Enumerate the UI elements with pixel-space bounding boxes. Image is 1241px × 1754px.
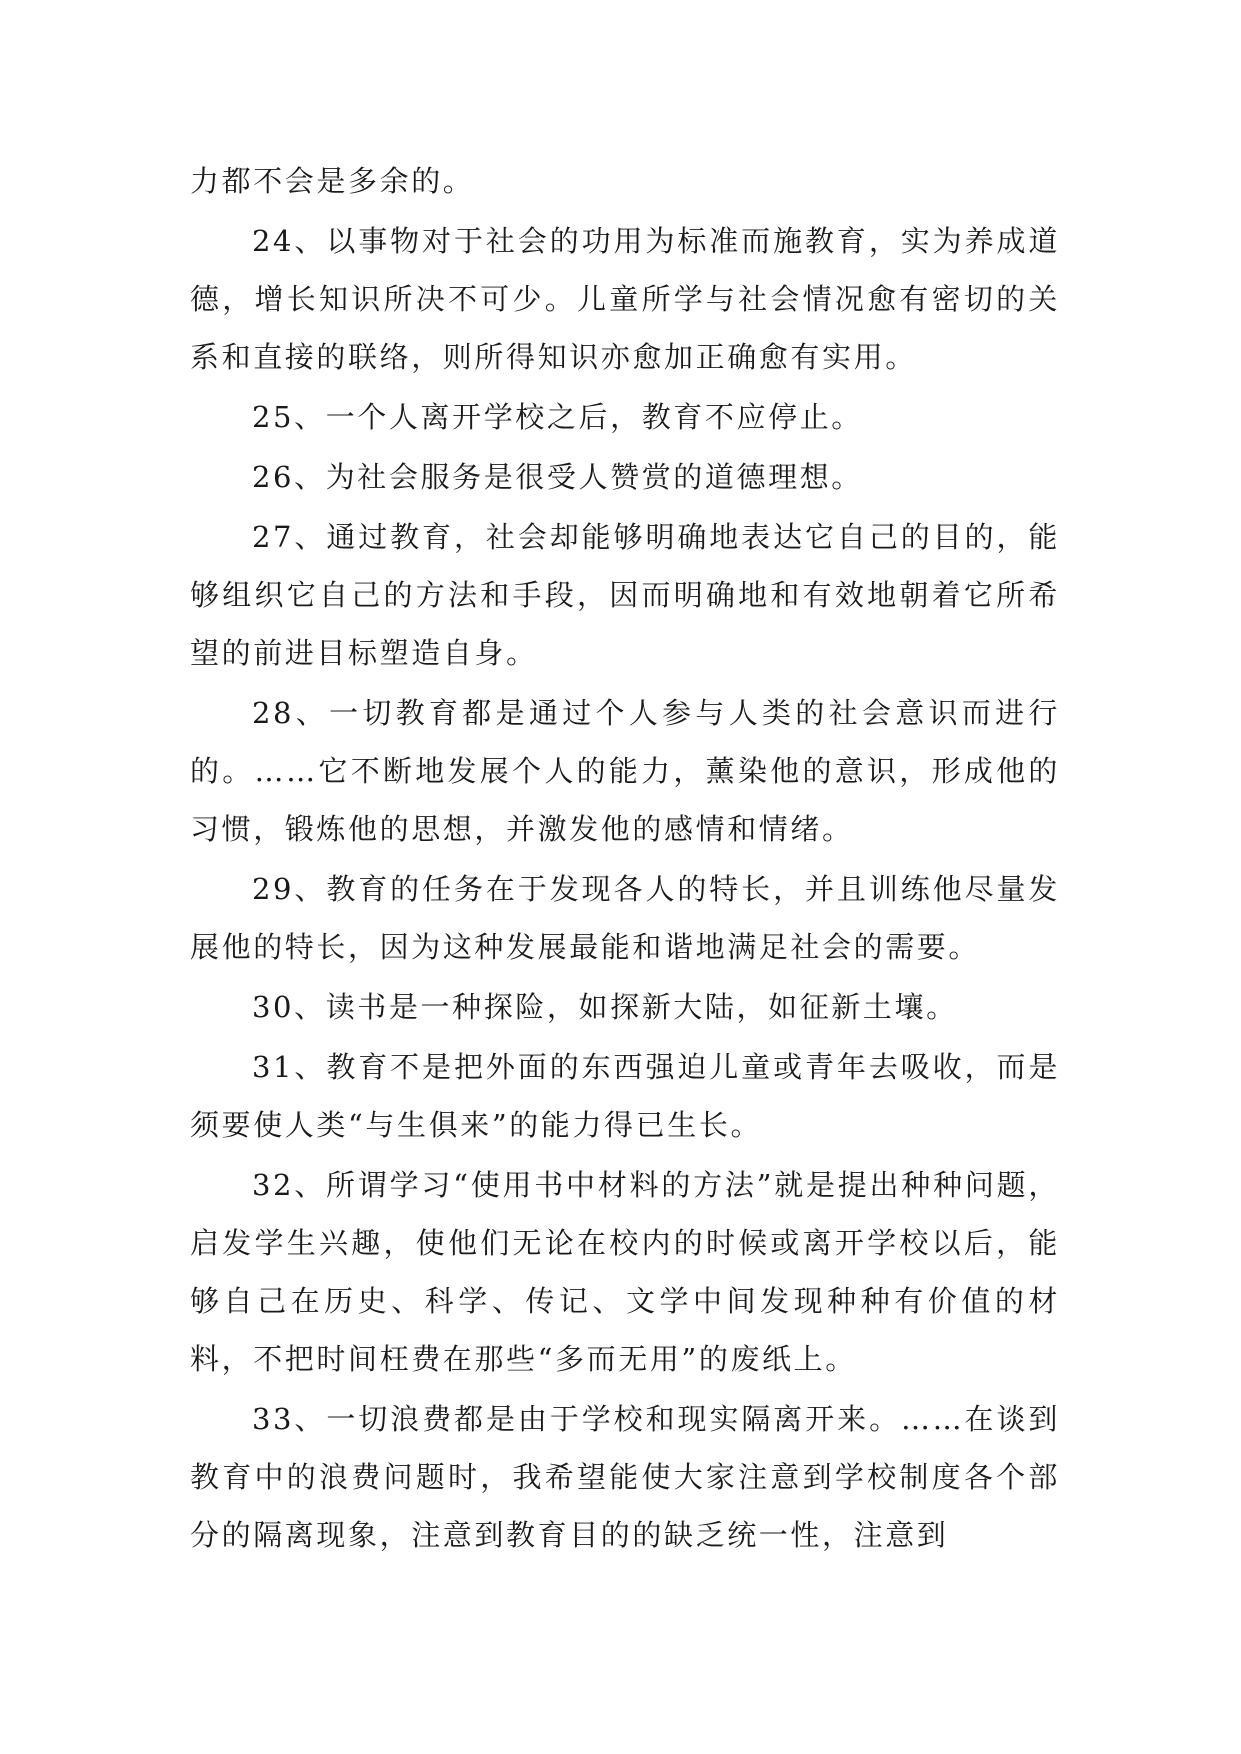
quote-paragraph-29: 29、教育的任务在于发现各人的特长，并且训练他尽量发展他的特长，因为这种发展最能和谐地满足社会的需要。 — [190, 872, 1060, 964]
paragraph-continuation: 力都不会是多余的。 — [190, 164, 475, 198]
quote-paragraph-26: 26、为社会服务是很受人赞赏的道德理想。 — [252, 460, 863, 494]
document-body — [190, 152, 1060, 1566]
quote-paragraph-27: 27、通过教育，社会却能够明确地表达它自己的目的，能够组织它自己的方法和手段，因而明确地和有效地朝着它所希望的前进目标塑造自身。 — [190, 520, 1060, 670]
quote-paragraph-30: 30、读书是一种探险，如探新大陆，如征新土壤。 — [252, 990, 958, 1024]
quote-paragraph-28: 28、一切教育都是通过个人参与人类的社会意识而进行的。……它不断地发展个人的能力，薰染他的意识，形成他的习惯，锻炼他的思想，并激发他的感情和情绪。 — [190, 696, 1060, 846]
quote-paragraph-33: 33、一切浪费都是由于学校和现实隔离开来。……在谈到教育中的浪费问题时，我希望能使大家注意到学校制度各个部分的隔离现象，注意到教育目的的缺乏统一性，注意到 — [190, 1402, 1060, 1552]
quote-paragraph-24: 24、以事物对于社会的功用为标准而施教育，实为养成道德，增长知识所决不可少。儿童所学与社会情况愈有密切的关系和直接的联络，则所得知识亦愈加正确愈有实用。 — [190, 224, 1060, 374]
quote-paragraph-25: 25、一个人离开学校之后，教育不应停止。 — [252, 400, 863, 434]
quote-paragraph-31: 31、教育不是把外面的东西强迫儿童或青年去吸收，而是须要使人类“与生俱来”的能力得已生长。 — [190, 1050, 1060, 1142]
quote-paragraph-32: 32、所谓学习“使用书中材料的方法”就是提出种种问题，启发学生兴趣，使他们无论在校内的时候或离开学校以后，能够自己在历史、科学、传记、文学中间发现种种有价值的材料，不把时间枉费在那些“多而无用”的废纸上。 — [190, 1168, 1060, 1376]
